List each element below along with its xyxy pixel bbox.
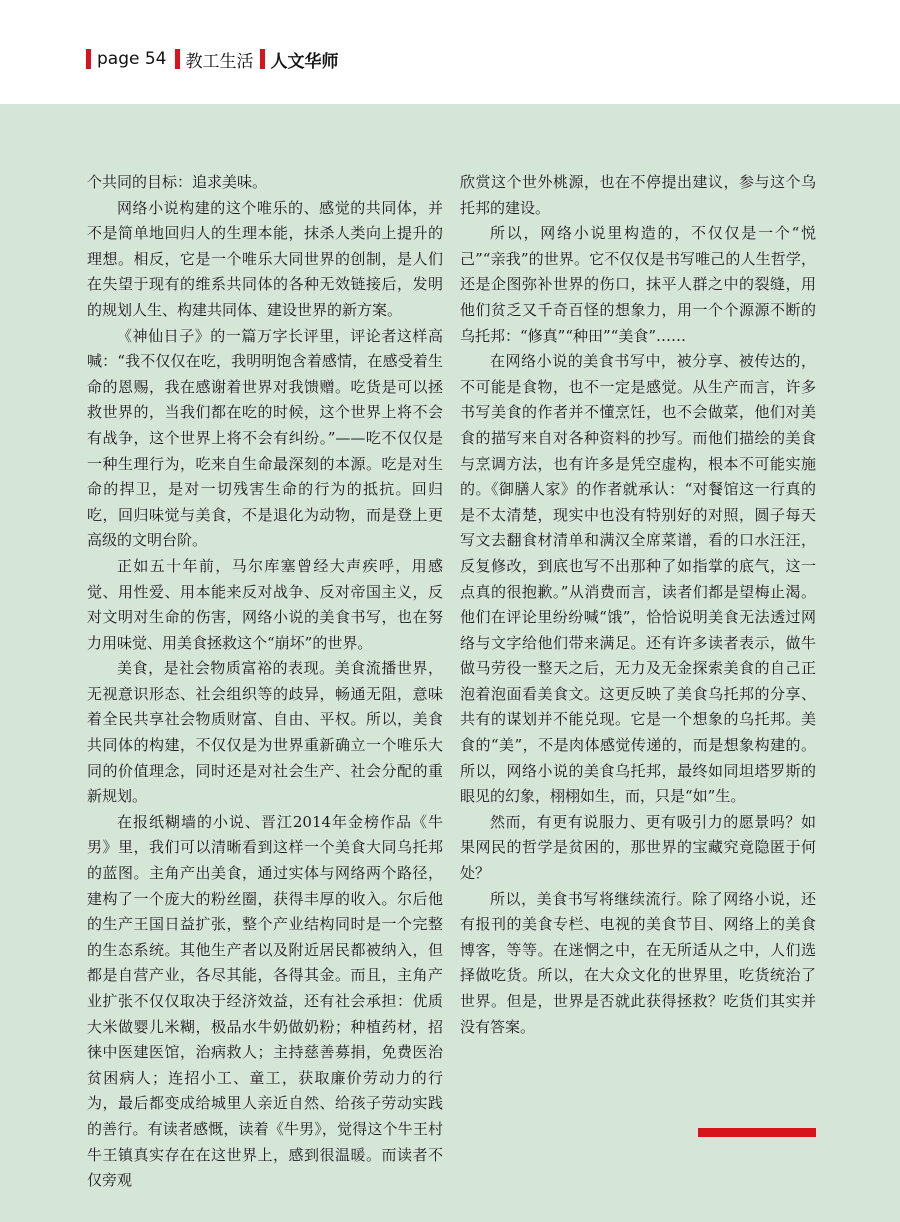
paragraph: 所以，网络小说里构造的，不仅仅是一个“悦己”“亲我”的世界。它不仅仅是书写唯己的人生哲学，还是企图弥补世界的伤口，抹平人群之中的裂缝，用他们贫乏又千奇百怪的想象力，用一个个源源不断的乌托邦：“修真”“种田”“美食”…… bbox=[460, 224, 816, 345]
running-head bbox=[86, 46, 339, 72]
page-header bbox=[0, 0, 900, 104]
left-column bbox=[87, 170, 443, 1194]
paragraph: 美食，是社会物质富裕的表现。美食流播世界，无视意识形态、社会组织等的歧异，畅通无阻，意味着全民共享社会物质财富、自由、平权。所以，美食共同体的构建，不仅仅是为世界重新确立一个唯乐大同的价值理念，同时还是对社会生产、社会分配的重新规划。 bbox=[87, 659, 443, 806]
paragraph: 网络小说构建的这个唯乐的、感觉的共同体，并不是简单地回归人的生理本能，抹杀人类向上提升的理想。相反，它是一个唯乐大同世界的创制，是人们在失望于现有的维系共同体的各种无效链接后，发明的规划人生、构建共同体、建设世界的新方案。 bbox=[87, 198, 443, 319]
magazine-name: 教工生活 bbox=[185, 51, 254, 72]
accent-bar-icon bbox=[175, 49, 180, 69]
paragraph: 欣赏这个世外桃源，也在不停提出建议，参与这个乌托邦的建设。 bbox=[460, 173, 816, 217]
paragraph: 然而，有更有说服力、更有吸引力的愿景吗？如果网民的哲学是贫困的，那世界的宝藏究竟隐匿于何处？ bbox=[460, 812, 816, 883]
paragraph: 在报纸糊墙的小说、晋江2014年金榜作品《牛男》里，我们可以清晰看到这样一个美食大同乌托邦的蓝图。主角产出美食，通过实体与网络两个路径，建构了一个庞大的粉丝圈，获得丰厚的收入。尔后他的生产王国日益扩张，整个产业结构同时是一个完整的生态系统。其他生产者以及附近居民都被纳入，但都是自营产业，各尽其能，各得其金。而且，主角产业扩张不仅仅取决于经济效益，还有社会承担：优质大米做婴儿米糊，极品水牛奶做奶粉；种植药材，招徕中医建医馆，治病救人；主持慈善募捐，免费医治贫困病人；连招小工、童工，获取廉价劳动力的行为，最后都变成给城里人亲近自然、给孩子劳动实践的善行。有读者感慨，读着《牛男》，觉得这个牛王村牛王镇真实存在在这世界上，感到很温暖。而读者不仅旁观 bbox=[87, 812, 443, 1190]
paragraph: 正如五十年前，马尔库塞曾经大声疾呼，用感觉、用性爱、用本能来反对战争、反对帝国主义，反对文明对生命的伤害，网络小说的美食书写，也在努力用味觉、用美食拯救这个“崩坏”的世界。 bbox=[87, 556, 443, 652]
accent-bar-icon bbox=[86, 49, 91, 69]
end-mark-bar bbox=[698, 1128, 816, 1137]
paragraph: 所以，美食书写将继续流行。除了网络小说，还有报刊的美食专栏、电视的美食节目、网络上的美食博客，等等。在迷惘之中，在无所适从之中，人们选择做吃货。所以，在大众文化的世界里，吃货统治了世界。但是，世界是否就此获得拯救？吃货们其实并没有答案。 bbox=[460, 889, 816, 1036]
paragraph: 《神仙日子》的一篇万字长评里，评论者这样高喊：“我不仅仅在吃，我明明饱含着感情，在感受着生命的恩赐，我在感谢着世界对我馈赠。吃货是可以拯救世界的，当我们都在吃的时候，这个世界上将不会有战争，这个世界上将不会有纠纷。”——吃不仅仅是一种生理行为，吃来自生命最深刻的本源。吃是对生命的捍卫，是对一切残害生命的行为的抵抗。回归吃，回归味觉与美食，不是退化为动物，而是登上更高级的文明台阶。 bbox=[87, 326, 443, 550]
right-column bbox=[460, 170, 816, 1040]
accent-bar-icon bbox=[260, 49, 265, 69]
paragraph: 个共同的目标：追求美味。 bbox=[87, 173, 268, 191]
section-name: 人文华师 bbox=[270, 51, 339, 72]
paragraph: 在网络小说的美食书写中，被分享、被传达的，不可能是食物，也不一定是感觉。从生产而言，许多书写美食的作者并不懂烹饪，也不会做菜，他们对美食的描写来自对各种资料的抄写。而他们描绘的美食与烹调方法，也有许多是凭空虚构，根本不可能实施的。《御膳人家》的作者就承认：“对餐馆这一行真的是不太清楚，现实中也没有特别好的对照，圆子每天写文去翻食材清单和满汉全席菜谱，看的口水汪汪，反复修改，到底也写不出那种了如指掌的底气，这一点真的很抱歉。”从消费而言，读者们都是望梅止渴。他们在评论里纷纷喊“饿”，恰恰说明美食无法透过网络与文字给他们带来满足。还有许多读者表示，做牛做马劳役一整天之后，无力及无金探索美食的自己正泡着泡面看美食文。这更反映了美食乌托邦的分享、共有的谋划并不能兑现。它是一个想象的乌托邦。美食的“美”，不是肉体感觉传递的，而是想象构建的。所以，网络小说的美食乌托邦，最终如同坦塔罗斯的眼见的幻象，栩栩如生，而，只是“如”生。 bbox=[460, 352, 816, 806]
page-number: page 54 bbox=[97, 49, 167, 69]
